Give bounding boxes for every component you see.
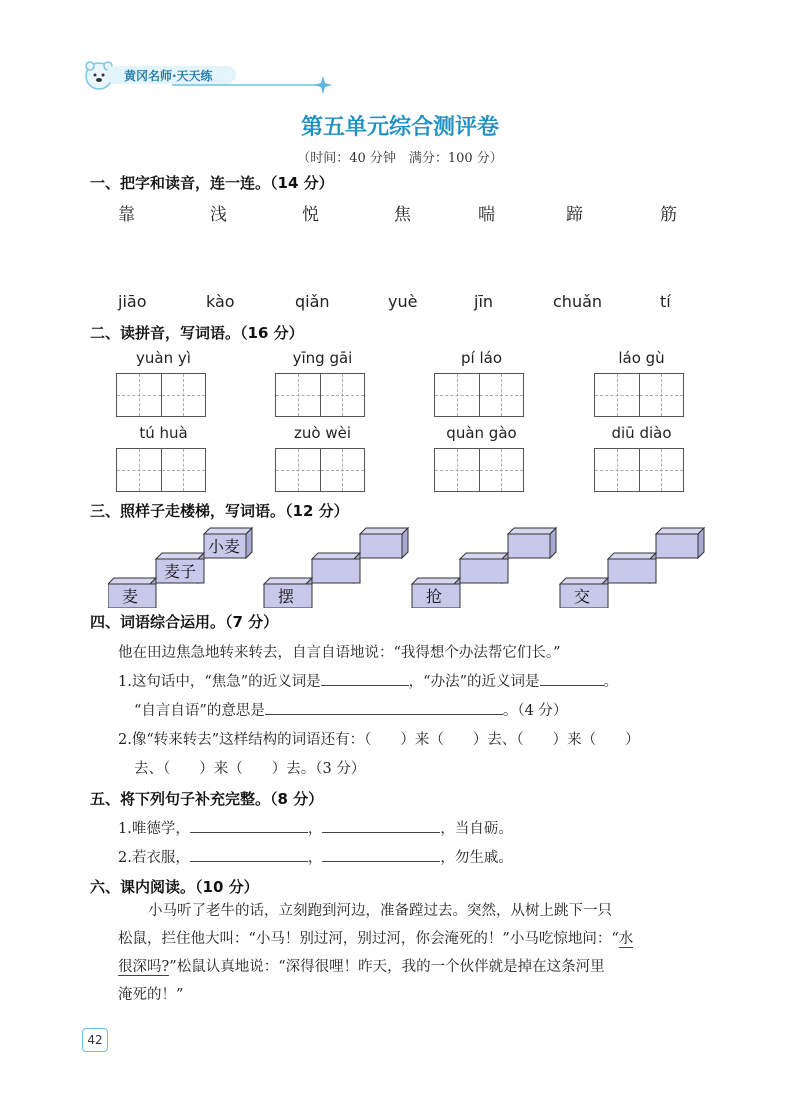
page-title: 第五单元综合测评卷 [300, 115, 499, 140]
stair-start-char: 交 [574, 587, 591, 606]
reading-passage [118, 897, 714, 1009]
section-3-heading: 三、照样子走楼梯，写词语。（12 分） [90, 502, 349, 520]
question-line: 2.像“转来转去”这样结构的词语还有：（ ）来（ ）去、（ ）来（ ） [118, 732, 640, 748]
stair-exercise[interactable] [264, 528, 408, 608]
answer-blank[interactable] [265, 700, 503, 715]
grid-pinyin: pí láo [461, 349, 502, 367]
char-item: 筋 [660, 205, 677, 225]
writing-box[interactable] [594, 373, 684, 417]
grid-pinyin: quàn gào [446, 424, 517, 442]
section-4-heading: 四、词语综合运用。（7 分） [90, 613, 279, 631]
char-item: 悦 [302, 205, 319, 225]
answer-blank[interactable] [540, 671, 604, 686]
char-item: 焦 [394, 205, 411, 225]
answer-blank[interactable] [190, 818, 308, 833]
passage-line: 小马听了老牛的话，立刻跑到河边，准备蹚过去。突然，从树上跳下一只 [148, 903, 612, 919]
sparkle-icon [314, 76, 332, 94]
page-number: 42 [82, 1028, 108, 1052]
staircase-diagram [108, 526, 748, 608]
grid-pinyin: yīng gāi [292, 349, 353, 367]
answer-blank[interactable] [322, 847, 440, 862]
grid-pinyin: yuàn yì [136, 349, 191, 367]
stair-exercise[interactable] [560, 528, 704, 608]
underlined-text: 很深吗? [118, 959, 170, 975]
writing-box[interactable] [275, 373, 365, 417]
badge-label: 黄冈名师·天天练 [124, 69, 213, 83]
writing-box[interactable] [594, 448, 684, 492]
stair-word: 麦子 [164, 562, 197, 581]
question-line: 1.唯德学， ， ，当自砺。 [118, 817, 513, 838]
pinyin-item: jiāo [118, 292, 147, 311]
context-sentence: 他在田边焦急地转来转去，自言自语地说：“我得想个办法帮它们长。” [118, 645, 561, 661]
char-item: 浅 [210, 205, 227, 225]
question-line: 2.若衣服， ， ，勿生戚。 [118, 846, 513, 867]
header-badge [82, 58, 272, 92]
pinyin-item: kào [206, 292, 235, 311]
answer-blank[interactable] [322, 818, 440, 833]
pinyin-item: tí [660, 292, 671, 311]
pinyin-item: chuǎn [553, 292, 603, 311]
stair-start-char: 抢 [426, 587, 443, 606]
question-line: 去、（ ）来（ ）去。（3 分） [134, 761, 366, 777]
pinyin-item: qiǎn [295, 292, 330, 311]
char-item: 靠 [118, 205, 135, 225]
char-item: 喘 [478, 205, 495, 225]
writing-box[interactable] [116, 448, 206, 492]
section-1-heading: 一、把字和读音，连一连。（14 分） [90, 174, 334, 192]
stair-word: 麦 [122, 587, 139, 606]
stair-word: 小麦 [208, 537, 241, 556]
stair-exercise[interactable] [412, 528, 556, 608]
passage-line: 很深吗?”松鼠认真地说：“深得很哩！昨天，我的一个伙伴就是掉在这条河里 [118, 959, 605, 975]
char-item: 蹄 [566, 205, 583, 225]
section-2-heading: 二、读拼音，写词语。（16 分） [90, 324, 304, 342]
grid-pinyin: láo gù [618, 349, 665, 367]
grid-pinyin: zuò wèi [294, 424, 351, 442]
passage-line: 淹死的！” [118, 987, 184, 1003]
answer-blank[interactable] [190, 847, 308, 862]
writing-box[interactable] [116, 373, 206, 417]
writing-box[interactable] [434, 448, 524, 492]
grid-pinyin: diū diào [611, 424, 672, 442]
writing-box[interactable] [275, 448, 365, 492]
writing-box[interactable] [434, 373, 524, 417]
grid-pinyin: tú huà [139, 424, 188, 442]
section-5-heading: 五、将下列句子补充完整。（8 分） [90, 790, 324, 808]
stair-start-char: 摆 [278, 587, 295, 606]
section-6-heading: 六、课内阅读。（10 分） [90, 878, 259, 896]
answer-blank[interactable] [321, 671, 409, 686]
page-subtitle: （时间：40 分钟 满分：100 分） [297, 151, 503, 166]
pinyin-item: jīn [474, 292, 494, 311]
question-line: 1.这句话中，“焦急”的近义词是 ，“办法”的近义词是 。 [118, 670, 618, 691]
question-line: “自言自语”的意思是 。（4 分） [134, 699, 567, 720]
passage-line: 松鼠，拦住他大叫：“小马！别过河，别过河，你会淹死的！”小马吃惊地问：“水 [118, 931, 634, 947]
underlined-text: 水 [618, 931, 634, 947]
pinyin-item: yuè [388, 292, 418, 311]
example-stair [108, 528, 252, 608]
